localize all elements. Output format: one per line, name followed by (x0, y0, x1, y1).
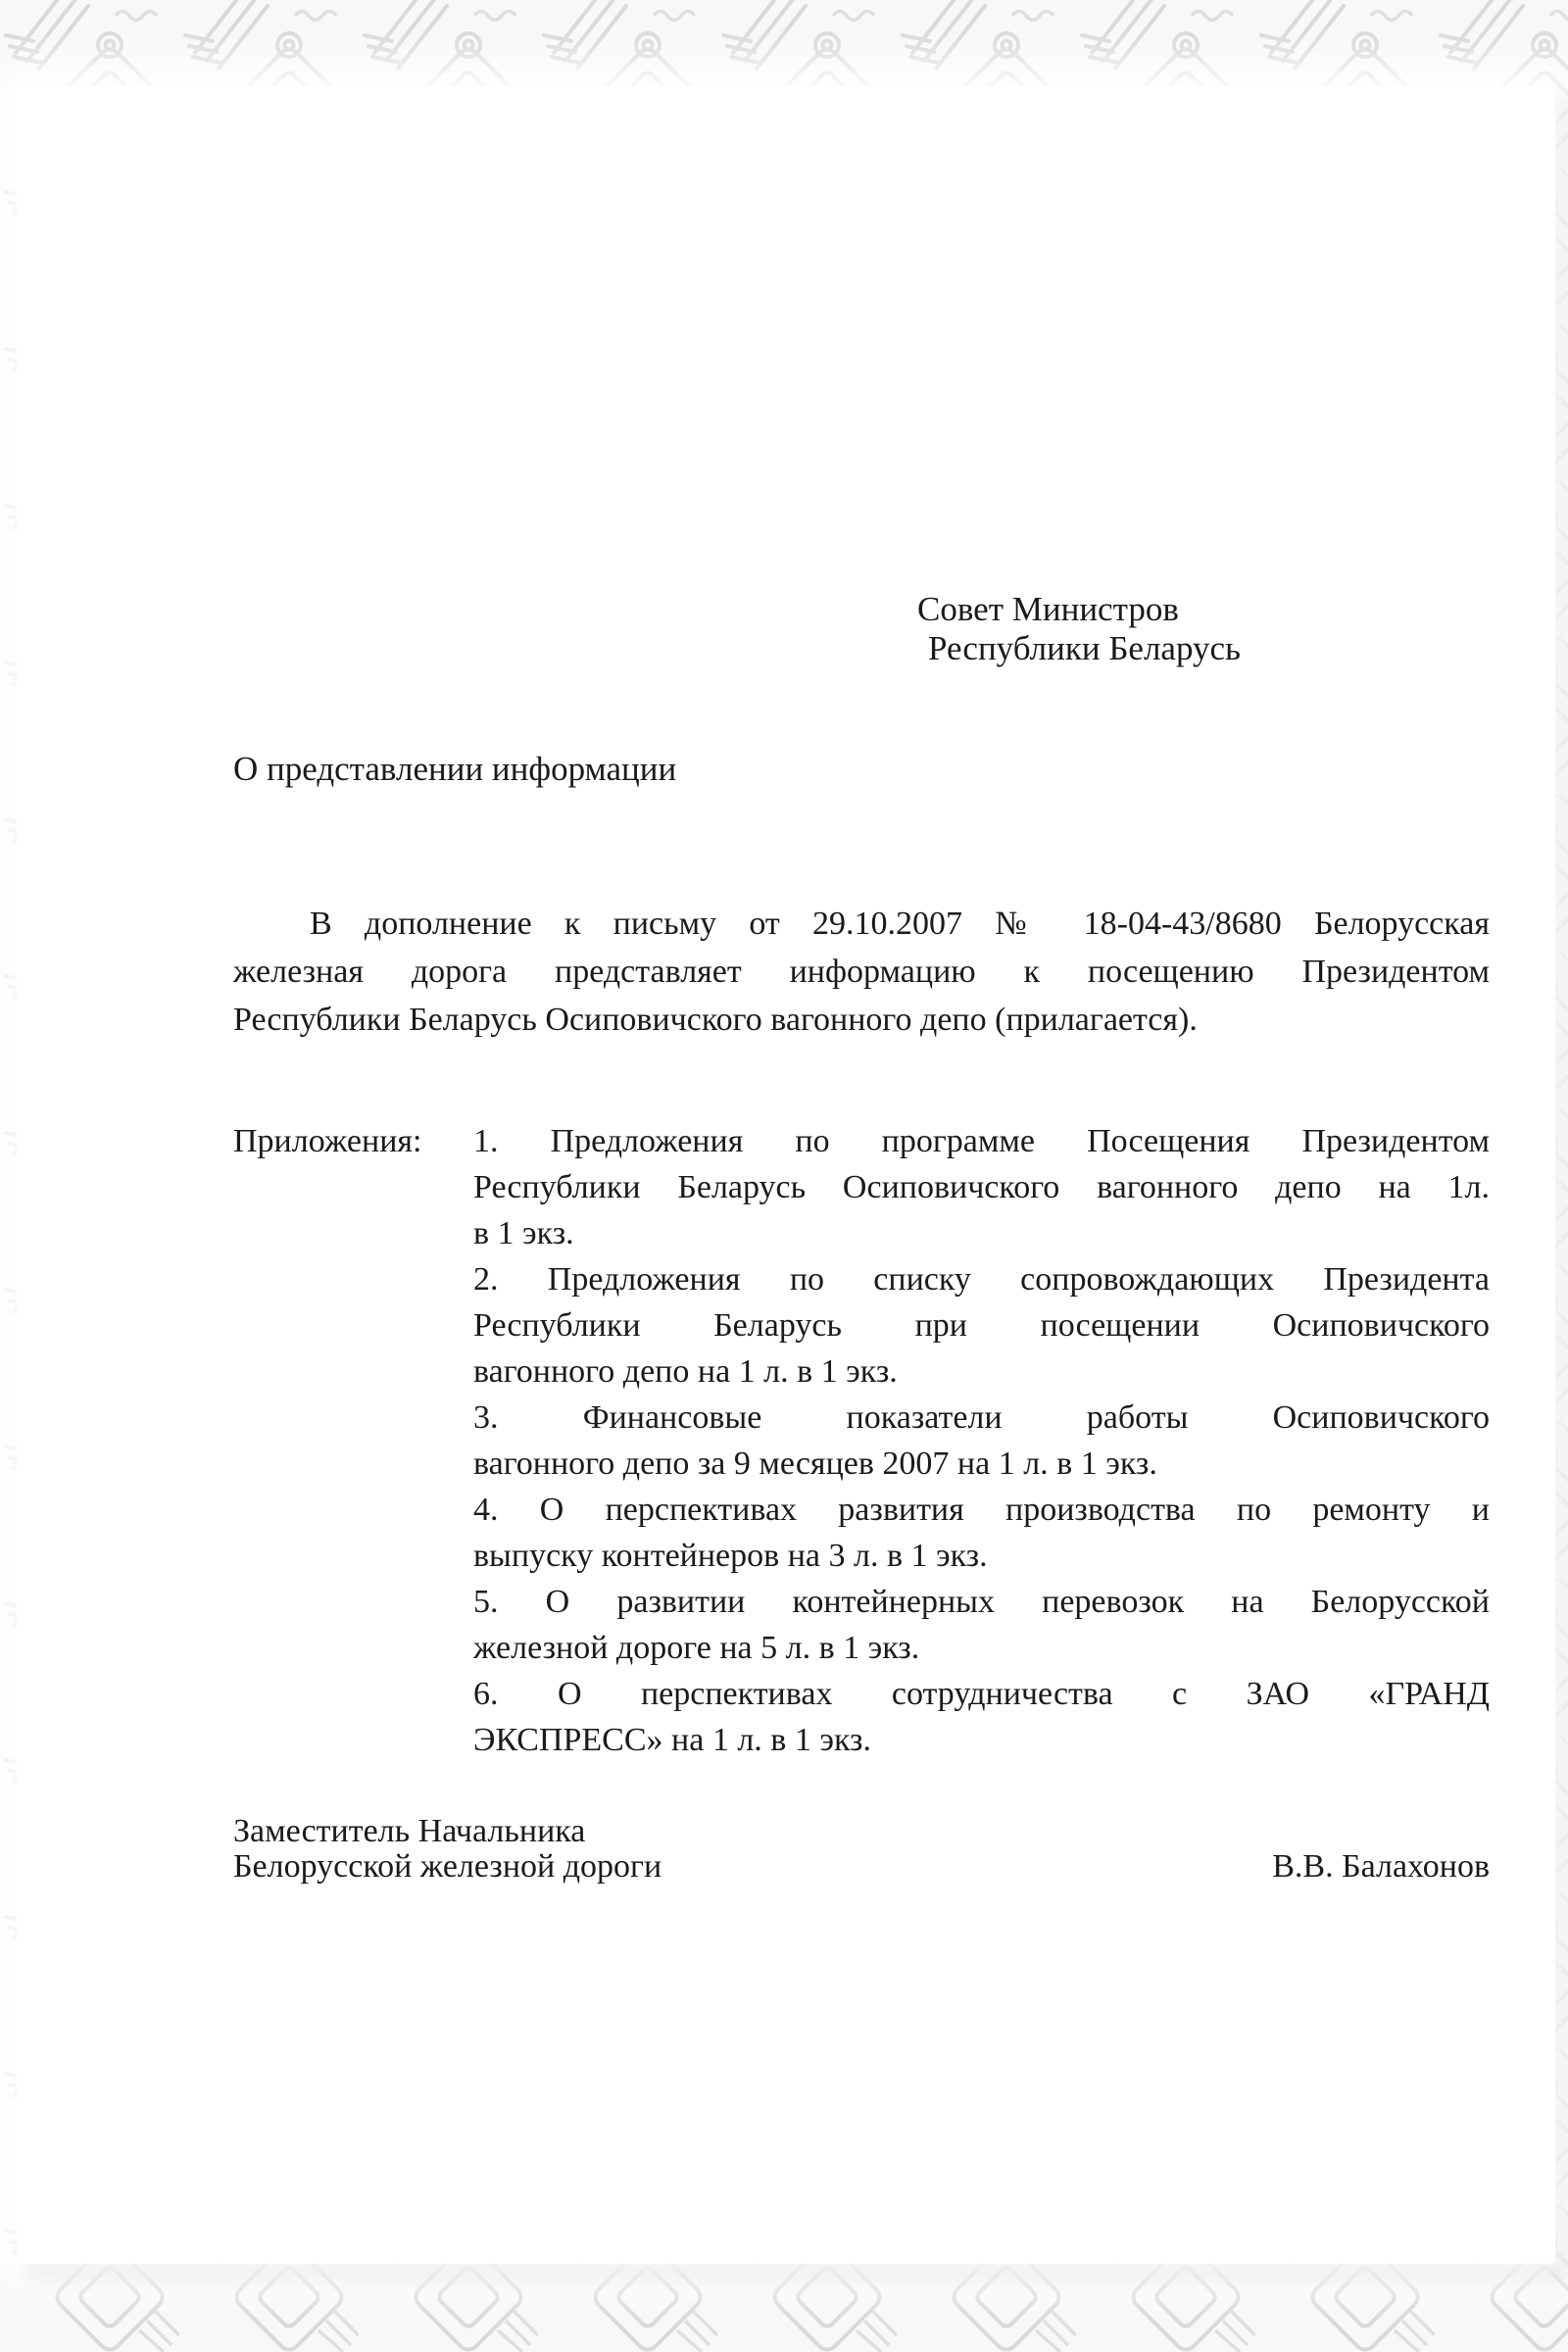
attachment-line: 4. О перспективах развития производства по ремонту и (473, 1492, 1490, 1528)
signature-position-line-2: Белорусской железной дороги (233, 1848, 662, 1885)
attachment-line: Республики Беларусь при посещении Осиповичского (473, 1307, 1490, 1344)
attachments-list (473, 1118, 1490, 1763)
attachment-line: вагонного депо на 1 л. в 1 экз. (473, 1353, 898, 1390)
attachment-line: 6. О перспективах сотрудничества с ЗАО «ГРАНД (473, 1676, 1490, 1712)
recipient-line-2: Республики Беларусь (928, 629, 1241, 667)
attachment-item-1 (473, 1118, 1490, 1256)
attachment-line: вагонного депо за 9 месяцев 2007 на 1 л. в 1 экз. (473, 1446, 1157, 1482)
attachments-label: Приложения: (233, 1123, 422, 1159)
recipient-block (917, 590, 1241, 668)
signature-name: В.В. Балахонов (1272, 1848, 1490, 1885)
attachment-line: Республики Беларусь Осиповичского вагонного депо на 1л. (473, 1169, 1490, 1205)
attachment-item-3 (473, 1395, 1490, 1487)
attachment-line: выпуску контейнеров на 3 л. в 1 экз. (473, 1538, 988, 1574)
attachment-line: ЭКСПРЕСС» на 1 л. в 1 экз. (473, 1722, 871, 1758)
attachment-line: 2. Предложения по списку сопровождающих Президента (473, 1261, 1490, 1298)
signature-position-line-1: Заместитель Начальника (233, 1813, 586, 1849)
paragraph-line: железная дорога представляет информацию к посещению Президентом (233, 954, 1490, 990)
paragraph-line: Республики Беларусь Осиповичского вагонного депо (прилагается). (233, 1002, 1198, 1038)
signature-block (233, 1814, 662, 1885)
subject-line: О представлении информации (233, 750, 677, 788)
attachment-line: 3. Финансовые показатели работы Осиповичского (473, 1399, 1490, 1436)
attachment-line: 5. О развитии контейнерных перевозок на Белорусской (473, 1584, 1490, 1620)
attachment-line: в 1 экз. (473, 1215, 574, 1251)
attachment-line: 1. Предложения по программе Посещения Президентом (473, 1123, 1490, 1159)
attachment-item-6 (473, 1671, 1490, 1763)
attachment-item-2 (473, 1256, 1490, 1395)
attachment-item-4 (473, 1487, 1490, 1579)
body-paragraph (233, 900, 1490, 1044)
attachment-line: железной дороге на 5 л. в 1 экз. (473, 1630, 920, 1666)
recipient-line-1: Совет Министров (917, 590, 1179, 628)
document-page (17, 86, 1555, 2264)
attachment-item-5 (473, 1579, 1490, 1671)
paragraph-line: В дополнение к письму от 29.10.2007 № 18-04-43/8680 Белорусская (310, 906, 1490, 942)
